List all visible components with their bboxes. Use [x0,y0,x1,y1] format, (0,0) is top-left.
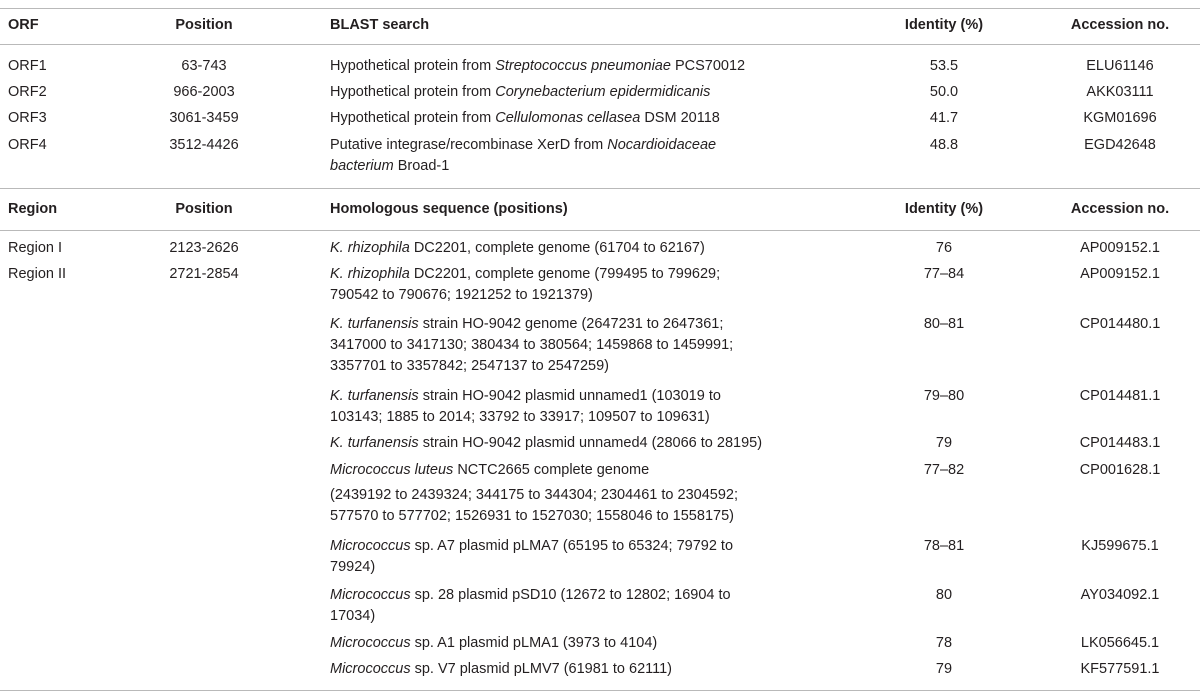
accession-value: AY034092.1 [1080,587,1160,603]
blast-description: Putative integrase/recombinase XerD from Nocardioidaceae bacterium Broad-1 [330,137,717,174]
top-rule [0,8,1200,9]
homologous-description: Micrococcus sp. V7 plasmid pLMV7 (61981 to 62111) [330,661,673,677]
blast-description: Hypothetical protein from Cellulomonas cellasea DSM 20118 [330,110,720,126]
identity-value: 79 [935,661,953,677]
orf-label: ORF4 [8,137,47,153]
header-identity: Identity (%) [904,201,984,217]
identity-value: 76 [935,240,953,256]
position-value: 63-743 [181,58,227,74]
identity-value: 79 [935,435,953,451]
homologous-description: K. rhizophila DC2201, complete genome (61704 to 62167) [330,240,705,256]
header-position: Position [175,201,233,217]
bottom-rule [0,690,1200,691]
accession-value: CP014481.1 [1079,388,1161,404]
accession-value: KJ599675.1 [1081,538,1159,554]
identity-value: 77–84 [923,266,965,282]
blast-description: Hypothetical protein from Corynebacterium epidermidicanis [330,84,711,100]
accession-value: AKK03111 [1086,84,1154,100]
accession-value: LK056645.1 [1080,635,1160,651]
identity-value: 80–81 [923,316,965,332]
orf-label: ORF2 [8,84,47,100]
accession-value: CP001628.1 [1079,462,1161,478]
accession-value: CP014480.1 [1079,316,1161,332]
header-identity: Identity (%) [904,17,984,33]
accession-value: AP009152.1 [1080,266,1160,282]
identity-value: 79–80 [923,388,965,404]
header-region: Region [8,201,58,217]
homologous-description: K. turfanensis strain HO-9042 plasmid unnamed1 (103019 to 103143; 1885 to 2014; 33792 to 33917; 109507 to 109631) [330,388,721,425]
identity-value: 53.5 [929,58,959,74]
homologous-description: Micrococcus sp. 28 plasmid pSD10 (12672 to 12802; 16904 to 17034) [330,587,731,624]
identity-value: 78–81 [923,538,965,554]
header-accession: Accession no. [1070,17,1170,33]
identity-value: 80 [935,587,953,603]
position-value: 966-2003 [173,84,235,100]
identity-value: 50.0 [929,84,959,100]
identity-value: 77–82 [923,462,965,478]
accession-value: KF577591.1 [1080,661,1160,677]
identity-value: 48.8 [929,137,959,153]
homologous-description: K. turfanensis strain HO-9042 plasmid unnamed4 (28066 to 28195) [330,435,763,451]
position-value: 2721-2854 [169,266,239,282]
orf-label: ORF1 [8,58,47,74]
region-label: Region II [8,266,67,282]
header-orf: ORF [8,17,39,33]
position-value: 3512-4426 [169,137,239,153]
position-value: 3061-3459 [169,110,239,126]
accession-value: CP014483.1 [1079,435,1161,451]
section-divider-rule [0,188,1200,189]
position-value: 2123-2626 [169,240,239,256]
accession-value: AP009152.1 [1080,240,1160,256]
identity-value: 41.7 [929,110,959,126]
homologous-description: Micrococcus luteus NCTC2665 complete genome [330,462,650,478]
homologous-description: Micrococcus sp. A1 plasmid pLMA1 (3973 to 4104) [330,635,658,651]
orf-label: ORF3 [8,110,47,126]
region-label: Region I [8,240,63,256]
header-accession: Accession no. [1070,201,1170,217]
homologous-description: K. rhizophila DC2201, complete genome (799495 to 799629; 790542 to 790676; 1921252 to 1921379) [330,266,721,303]
header-position: Position [175,17,233,33]
header-rule-orf [0,44,1200,45]
homologous-description: Micrococcus sp. A7 plasmid pLMA7 (65195 to 65324; 79792 to 79924) [330,538,734,575]
blast-description: Hypothetical protein from Streptococcus pneumoniae PCS70012 [330,58,746,74]
header-rule-region [0,230,1200,231]
header-homologous-sequence: Homologous sequence (positions) [330,201,568,217]
header-blast-search: BLAST search [330,17,430,33]
accession-value: ELU61146 [1086,58,1154,74]
accession-value: KGM01696 [1083,110,1157,126]
accession-value: EGD42648 [1084,137,1156,153]
identity-value: 78 [935,635,953,651]
homologous-description-positions: (2439192 to 2439324; 344175 to 344304; 2304461 to 2304592; 577570 to 577702; 1526931 to 1527030; 1558046 to 1558175) [330,487,738,524]
homologous-description: K. turfanensis strain HO-9042 genome (2647231 to 2647361; 3417000 to 3417130; 380434 to 380564; 1459868 to 1459991; 3357701 to 3357842; 2547137 to 2547259) [330,316,734,374]
